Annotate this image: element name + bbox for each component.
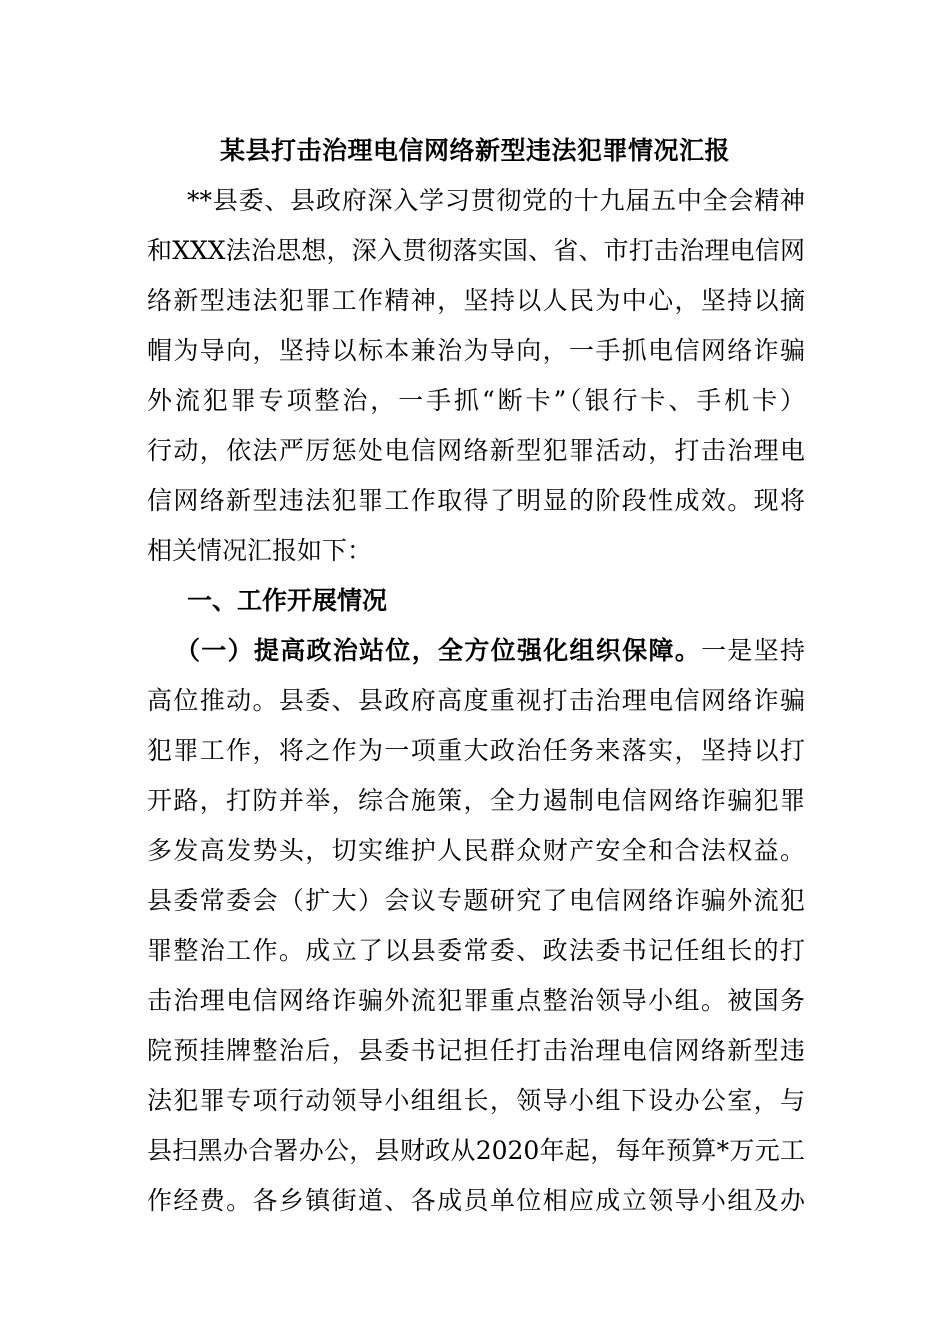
paragraph-line: 外流犯罪专项整治，一手抓“断卡”（银行卡、手机卡） (147, 386, 805, 415)
paragraph-line: 县委常委会（扩大）会议专题研究了电信网络诈骗外流犯 (147, 886, 805, 915)
document-body (147, 183, 805, 1233)
paragraph-line: 法犯罪专项行动领导小组组长，领导小组下设办公室，与 (147, 1086, 805, 1115)
paragraph-line: 院预挂牌整治后，县委书记担任打击治理电信网络新型违 (147, 1036, 805, 1065)
subsection-first-line (147, 633, 805, 683)
paragraph-line: **县委、县政府深入学习贯彻党的十九届五中全会精神 (187, 186, 805, 215)
paragraph-line: 击治理电信网络诈骗外流犯罪重点整治领导小组。被国务 (147, 986, 805, 1015)
section-heading: 一、工作开展情况 (187, 586, 388, 615)
paragraph-line: 相关情况汇报如下： (147, 536, 373, 565)
paragraph-line: 和XXX法治思想，深入贯彻落实国、省、市打击治理电信网 (147, 236, 805, 265)
subsection-heading: （一）提高政治站位，全方位强化组织保障。 (175, 636, 702, 665)
paragraph-line: 犯罪工作，将之作为一项重大政治任务来落实，坚持以打 (147, 736, 805, 765)
subsection-first-tail: 一是坚持 (701, 636, 805, 665)
paragraph-line: 多发高发势头，切实维护人民群众财产安全和合法权益。 (147, 836, 805, 865)
paragraph-line: 帽为导向，坚持以标本兼治为导向，一手抓电信网络诈骗 (147, 336, 805, 365)
paragraph-line: 信网络新型违法犯罪工作取得了明显的阶段性成效。现将 (147, 486, 805, 515)
paragraph-line: 高位推动。县委、县政府高度重视打击治理电信网络诈骗 (147, 686, 805, 715)
document-title: 某县打击治理电信网络新型违法犯罪情况汇报 (219, 136, 730, 165)
paragraph-line: 罪整治工作。成立了以县委常委、政法委书记任组长的打 (147, 936, 805, 965)
paragraph-line: 作经费。各乡镇街道、各成员单位相应成立领导小组及办 (147, 1186, 805, 1215)
paragraph-line: 县扫黑办合署办公，县财政从2020年起，每年预算*万元工 (147, 1136, 805, 1165)
paragraph-line: 行动，依法严厉惩处电信网络新型犯罪活动，打击治理电 (147, 436, 805, 465)
paragraph-line: 络新型违法犯罪工作精神，坚持以人民为中心，坚持以摘 (147, 286, 805, 315)
paragraph-line: 开路，打防并举，综合施策，全力遏制电信网络诈骗犯罪 (147, 786, 805, 815)
